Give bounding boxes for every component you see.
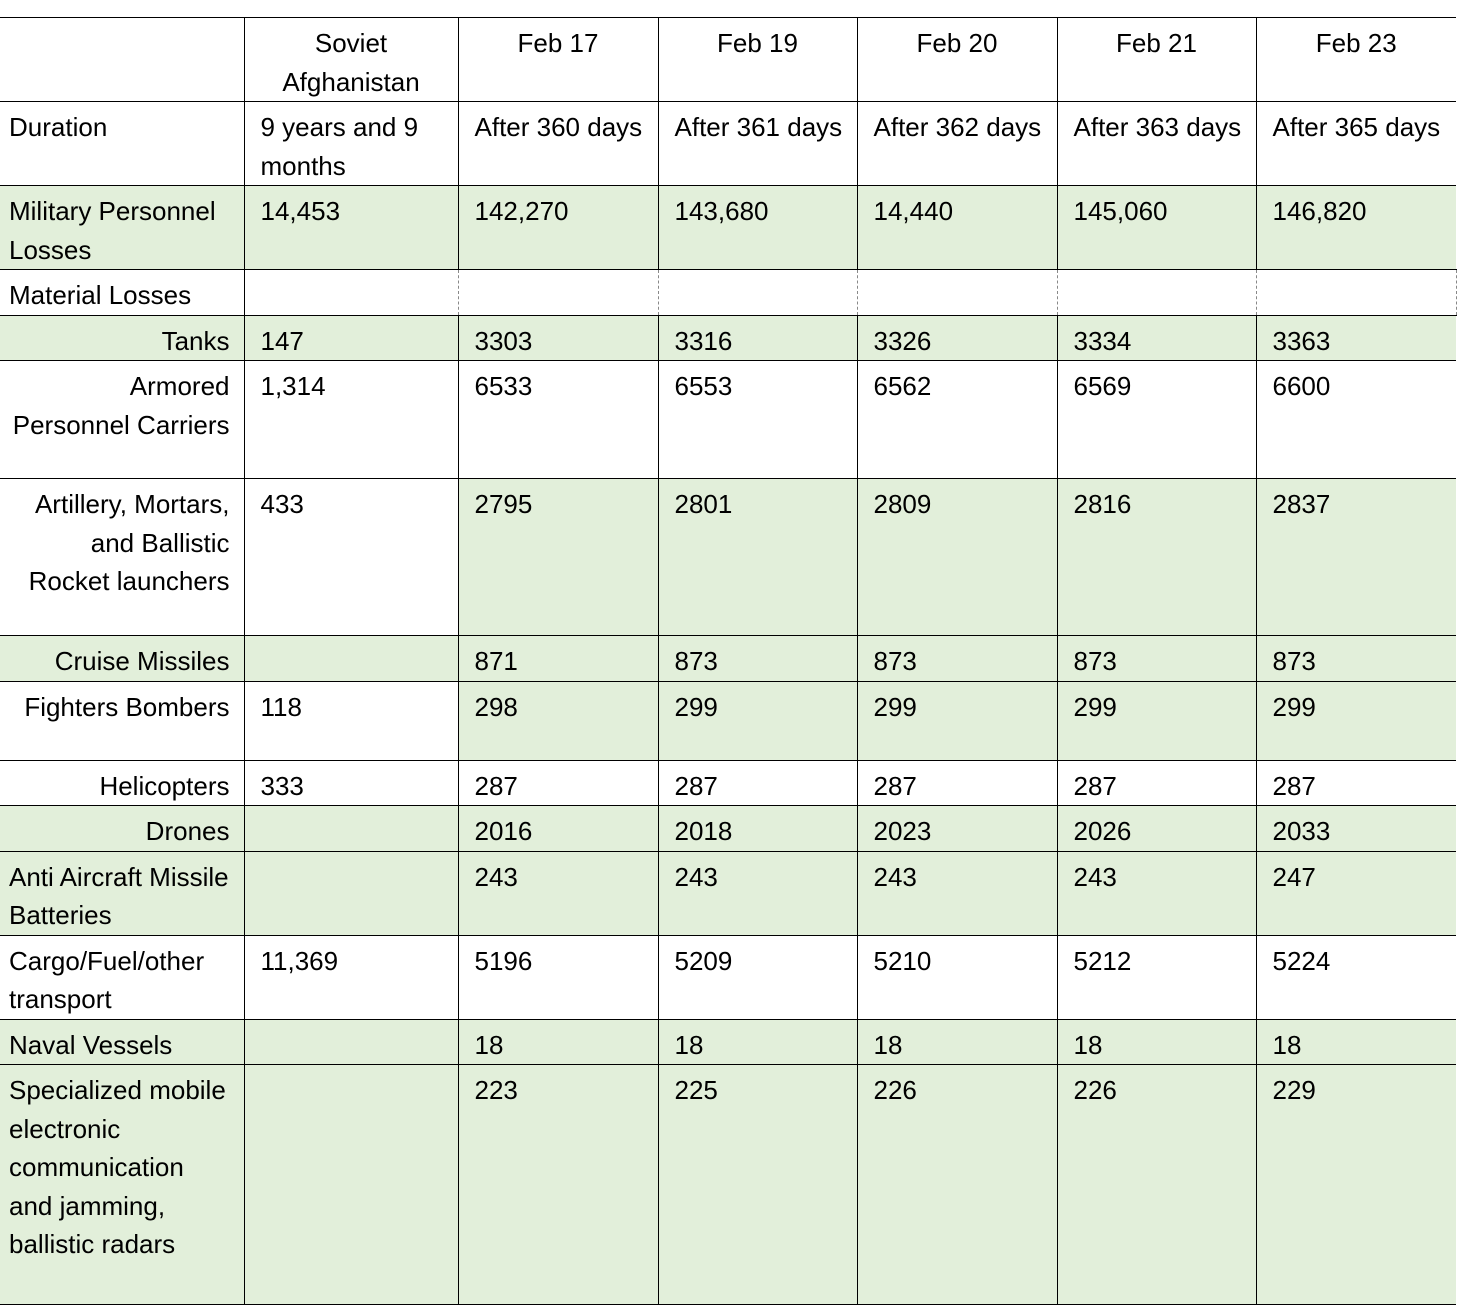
table-cell: 6600	[1256, 361, 1456, 479]
row-label: Helicopters	[0, 760, 244, 806]
table-cell	[458, 270, 658, 316]
table-cell: 6533	[458, 361, 658, 479]
table-cell: 299	[658, 681, 857, 760]
table-cell: 5209	[658, 935, 857, 1019]
table-cell: 1,314	[244, 361, 458, 479]
table-cell: 226	[857, 1065, 1057, 1305]
table-cell: 287	[658, 760, 857, 806]
table-row	[0, 681, 1456, 760]
table-row	[0, 935, 1456, 1019]
table-cell: 247	[1256, 851, 1456, 935]
table-row	[0, 186, 1456, 270]
table-cell: 2816	[1057, 479, 1256, 636]
table-cell: 3303	[458, 315, 658, 361]
table-cell	[244, 636, 458, 682]
table-cell: 18	[458, 1019, 658, 1065]
table-cell: 146,820	[1256, 186, 1456, 270]
table-cell: 298	[458, 681, 658, 760]
table-cell: 118	[244, 681, 458, 760]
table-row	[0, 851, 1456, 935]
row-label: Military Personnel Losses	[0, 186, 244, 270]
row-label: Anti Aircraft Missile Batteries	[0, 851, 244, 935]
table-cell: 2801	[658, 479, 857, 636]
table-cell: 6569	[1057, 361, 1256, 479]
row-label: Drones	[0, 806, 244, 852]
table-cell: 5210	[857, 935, 1057, 1019]
table-cell: 14,440	[857, 186, 1057, 270]
row-label: Armored Personnel Carriers	[0, 361, 244, 479]
table-cell: 2018	[658, 806, 857, 852]
table-cell: 287	[857, 760, 1057, 806]
row-label: Cargo/Fuel/other transport	[0, 935, 244, 1019]
table-cell: 11,369	[244, 935, 458, 1019]
table-row	[0, 315, 1456, 361]
table-cell	[857, 270, 1057, 316]
table-cell	[1057, 270, 1256, 316]
row-label: Specialized mobile electronic communication and jamming, ballistic radars	[0, 1065, 244, 1305]
table-cell: 18	[1057, 1019, 1256, 1065]
table-cell: 143,680	[658, 186, 857, 270]
table-cell: 3316	[658, 315, 857, 361]
table-cell: 2023	[857, 806, 1057, 852]
table-cell: 18	[857, 1019, 1057, 1065]
table-row	[0, 1019, 1456, 1065]
table-row	[0, 361, 1456, 479]
table-cell: 3326	[857, 315, 1057, 361]
table-cell: 243	[1057, 851, 1256, 935]
table-cell: 243	[857, 851, 1057, 935]
table-cell: 3334	[1057, 315, 1256, 361]
table-cell: 225	[658, 1065, 857, 1305]
table-cell: 14,453	[244, 186, 458, 270]
table-cell: 2809	[857, 479, 1057, 636]
table-cell: 243	[458, 851, 658, 935]
table-row	[0, 479, 1456, 636]
table-cell: 3363	[1256, 315, 1456, 361]
table-cell: 147	[244, 315, 458, 361]
header-cell: Feb 20	[857, 18, 1057, 102]
table-cell: 5196	[458, 935, 658, 1019]
table-cell: 2837	[1256, 479, 1456, 636]
table-cell: 873	[1057, 636, 1256, 682]
table-row	[0, 102, 1456, 186]
table-cell: 6562	[857, 361, 1057, 479]
table-cell: 287	[458, 760, 658, 806]
table-cell: After 362 days	[857, 102, 1057, 186]
row-label: Tanks	[0, 315, 244, 361]
header-cell	[0, 18, 244, 102]
table-cell: 333	[244, 760, 458, 806]
table-cell: 873	[857, 636, 1057, 682]
table-cell: 299	[1057, 681, 1256, 760]
table-cell	[244, 1065, 458, 1305]
row-label: Duration	[0, 102, 244, 186]
table-cell: 5212	[1057, 935, 1256, 1019]
table-cell: 2026	[1057, 806, 1256, 852]
table-cell: 2016	[458, 806, 658, 852]
table-cell: 299	[857, 681, 1057, 760]
table-row	[0, 760, 1456, 806]
header-cell: Feb 21	[1057, 18, 1256, 102]
table-cell: 873	[658, 636, 857, 682]
table-cell: After 361 days	[658, 102, 857, 186]
table-cell: 6553	[658, 361, 857, 479]
table-cell: 9 years and 9 months	[244, 102, 458, 186]
table-cell: 18	[1256, 1019, 1456, 1065]
table-cell: After 360 days	[458, 102, 658, 186]
table-cell: 287	[1057, 760, 1256, 806]
row-label: Artillery, Mortars, and Ballistic Rocket launchers	[0, 479, 244, 636]
header-cell: Feb 19	[658, 18, 857, 102]
table-cell: 226	[1057, 1065, 1256, 1305]
table-row	[0, 1065, 1456, 1305]
losses-comparison-table	[0, 17, 1457, 1305]
table-cell	[1256, 270, 1456, 316]
table-cell: 229	[1256, 1065, 1456, 1305]
table-cell	[658, 270, 857, 316]
table-cell: 145,060	[1057, 186, 1256, 270]
table-cell: 223	[458, 1065, 658, 1305]
table-row	[0, 270, 1456, 316]
table-cell: 2795	[458, 479, 658, 636]
table-cell: 299	[1256, 681, 1456, 760]
header-cell: Feb 23	[1256, 18, 1456, 102]
header-cell: Feb 17	[458, 18, 658, 102]
table-cell: 5224	[1256, 935, 1456, 1019]
table-cell: After 365 days	[1256, 102, 1456, 186]
table-cell: 433	[244, 479, 458, 636]
header-cell: Soviet Afghanistan	[244, 18, 458, 102]
table-cell: 243	[658, 851, 857, 935]
table-cell	[244, 806, 458, 852]
table-row	[0, 806, 1456, 852]
table-cell	[244, 270, 458, 316]
table-cell	[244, 1019, 458, 1065]
table-cell: 287	[1256, 760, 1456, 806]
row-label: Cruise Missiles	[0, 636, 244, 682]
row-label: Fighters Bombers	[0, 681, 244, 760]
table-cell: 871	[458, 636, 658, 682]
table-row	[0, 636, 1456, 682]
table-cell: After 363 days	[1057, 102, 1256, 186]
table-cell: 2033	[1256, 806, 1456, 852]
table-cell: 18	[658, 1019, 857, 1065]
table-cell	[244, 851, 458, 935]
table-cell: 142,270	[458, 186, 658, 270]
row-label: Naval Vessels	[0, 1019, 244, 1065]
header-row	[0, 18, 1456, 102]
row-label: Material Losses	[0, 270, 244, 316]
table-cell: 873	[1256, 636, 1456, 682]
